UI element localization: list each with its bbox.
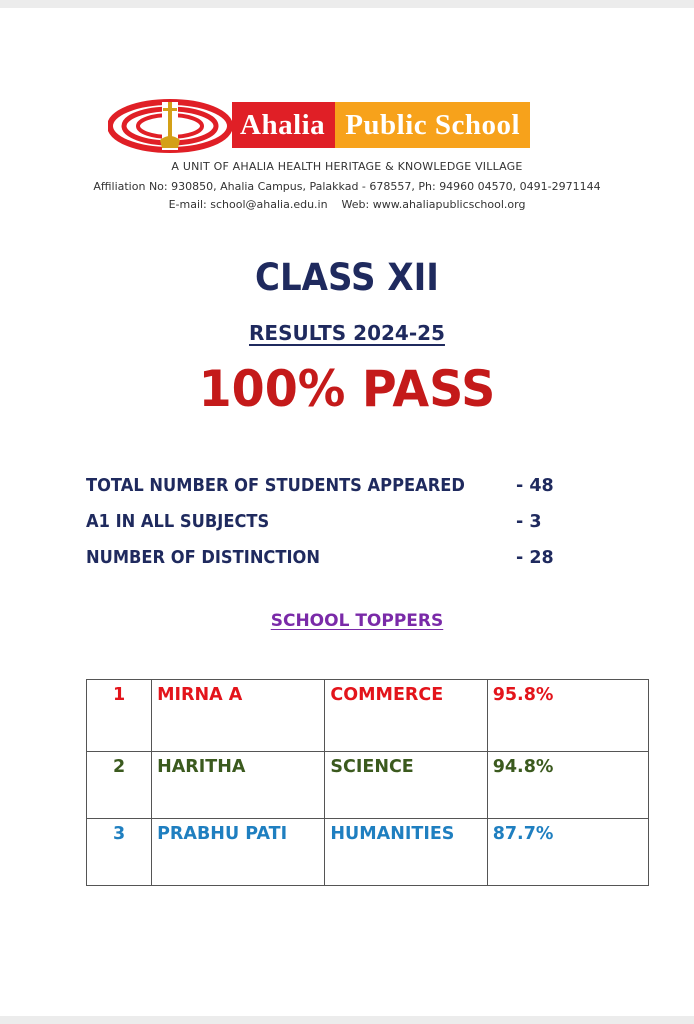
stat-row [86, 504, 586, 540]
unit-line: A UNIT OF AHALIA HEALTH HERITAGE & KNOWLEDGE VILLAGE [171, 160, 523, 173]
stat-value: - 28 [516, 548, 554, 568]
table-row [87, 680, 649, 752]
topper-stream: HUMANITIES [325, 819, 487, 886]
topper-rank: 1 [87, 680, 152, 752]
school-logo [108, 96, 530, 154]
brand-name-ahalia: Ahalia [232, 102, 335, 148]
stat-value: - 3 [516, 512, 542, 532]
table-row [87, 752, 649, 819]
stat-label: TOTAL NUMBER OF STUDENTS APPEARED [86, 476, 465, 496]
stat-value: - 48 [516, 476, 554, 496]
brand-name-public-school: Public School [335, 102, 530, 148]
class-title: CLASS XII [255, 256, 439, 299]
stat-label: A1 IN ALL SUBJECTS [86, 512, 270, 532]
results-title [0, 321, 694, 345]
stat-row [86, 468, 586, 504]
topper-stream: SCIENCE [325, 752, 487, 819]
document-page [0, 8, 694, 1016]
toppers-title [0, 611, 694, 631]
table-row [87, 819, 649, 886]
topper-rank: 2 [87, 752, 152, 819]
rings-emblem-icon [108, 96, 232, 154]
topper-name: PRABHU PATI [152, 819, 325, 886]
stat-row [86, 540, 586, 576]
results-title-text: RESULTS 2024-25 [249, 321, 445, 345]
toppers-table [86, 679, 649, 886]
toppers-title-text: SCHOOL TOPPERS [270, 611, 444, 631]
topper-rank: 3 [87, 819, 152, 886]
affiliation-line: Affiliation No: 930850, Ahalia Campus, Palakkad - 678557, Ph: 94960 04570, 0491-2971144 [93, 180, 601, 193]
pass-title: 100% PASS [198, 360, 496, 418]
topper-name: HARITHA [152, 752, 325, 819]
topper-name: MIRNA A [152, 680, 325, 752]
topper-percent: 87.7% [487, 819, 648, 886]
topper-stream: COMMERCE [325, 680, 487, 752]
topper-percent: 94.8% [487, 752, 648, 819]
topper-percent: 95.8% [487, 680, 648, 752]
stat-label: NUMBER OF DISTINCTION [86, 548, 320, 568]
stats-list [86, 468, 586, 576]
contact-line: E-mail: school@ahalia.edu.in Web: www.ahaliapublicschool.org [168, 198, 526, 211]
